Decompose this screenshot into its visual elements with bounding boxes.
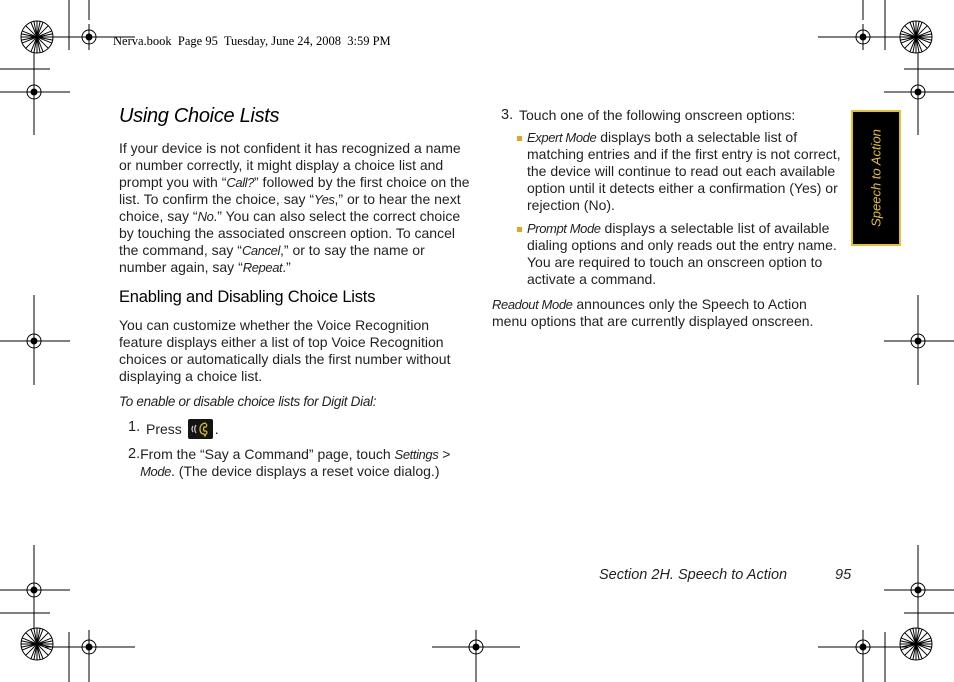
intro-text: ” followed by the first choice on the list. To confirm the choice, say “ bbox=[119, 174, 470, 207]
step-number: 2. bbox=[128, 446, 141, 462]
intro-text: ,” or to say the name or number again, say “ bbox=[119, 242, 425, 275]
step-number: 3. bbox=[501, 107, 514, 123]
step-text-before: Press bbox=[146, 421, 186, 437]
step-text-after: . bbox=[214, 421, 219, 437]
readout-mode-paragraph bbox=[492, 296, 837, 330]
settings-menu-ref: Settings bbox=[394, 447, 439, 462]
step-text bbox=[146, 419, 219, 439]
bullet-term: Prompt Mode bbox=[527, 221, 601, 236]
intro-text: .” bbox=[282, 259, 291, 275]
page-number: 95 bbox=[835, 567, 852, 583]
step-text bbox=[140, 446, 479, 480]
step-text-part: From the “Say a Command” page, touch bbox=[140, 446, 395, 462]
procedure-title: To enable or disable choice lists for Digit Dial: bbox=[119, 394, 377, 409]
step-text: Touch one of the following onscreen options: bbox=[519, 107, 796, 123]
command-yes: Yes bbox=[314, 192, 335, 207]
bullet-marker bbox=[517, 136, 522, 141]
command-no: No bbox=[197, 209, 214, 224]
footer-section: Section 2H. Speech to Action bbox=[599, 567, 788, 583]
command-call: Call? bbox=[226, 175, 254, 190]
page-title: Using Choice Lists bbox=[119, 105, 280, 127]
command-cancel: Cancel bbox=[241, 243, 281, 258]
intro-text: If your device is not confident it has recognized a name or number correctly, it might display a choice list and prompt you with “ bbox=[119, 140, 461, 190]
bullet-description: displays a selectable list of available dialing options and only reads out the entry name. You are required to touch an onscreen option to activate a command. bbox=[527, 220, 837, 287]
mode-menu-ref: Mode bbox=[140, 464, 172, 479]
bullet-marker bbox=[517, 227, 522, 232]
step-1 bbox=[119, 419, 479, 439]
bullet-expert-mode bbox=[517, 129, 842, 214]
step-3 bbox=[492, 107, 842, 124]
bullet-description: displays both a selectable list of matching entries and if the first entry is not correct, the device will continue to read out each available option until it detects either a confirmation (Yes) or rejection (No). bbox=[527, 129, 841, 213]
intro-paragraph bbox=[119, 140, 474, 276]
section-subheading: Enabling and Disabling Choice Lists bbox=[119, 288, 376, 306]
readout-term: Readout Mode bbox=[492, 297, 573, 312]
intro-text: ,” or to hear the next choice, say “ bbox=[119, 191, 461, 224]
readout-description: announces only the Speech to Action menu options that are currently displayed onscreen. bbox=[492, 296, 814, 329]
step-number: 1. bbox=[128, 419, 141, 435]
step-text-part: . (The device displays a reset voice dialog.) bbox=[171, 463, 440, 479]
bullet-term: Expert Mode bbox=[527, 130, 597, 145]
customize-paragraph: You can customize whether the Voice Recognition feature displays either a list of top Voice Recognition choices or automatically dials the first number without displaying a choice list. bbox=[119, 317, 451, 384]
speech-key-icon bbox=[188, 419, 213, 439]
intro-text: .” You can also select the correct choice by touching the associated onscreen option. To cancel the command, say “ bbox=[119, 208, 461, 258]
menu-separator: > bbox=[438, 446, 451, 462]
section-tab-label: Speech to Action bbox=[868, 129, 884, 227]
bullet-text bbox=[527, 129, 842, 214]
bullet-prompt-mode bbox=[517, 220, 842, 288]
command-repeat: Repeat bbox=[242, 260, 283, 275]
bullet-text bbox=[527, 220, 842, 288]
step-2 bbox=[119, 446, 479, 480]
page-header: Nerva.book Page 95 Tuesday, June 24, 2008 3:59 PM bbox=[113, 34, 391, 48]
